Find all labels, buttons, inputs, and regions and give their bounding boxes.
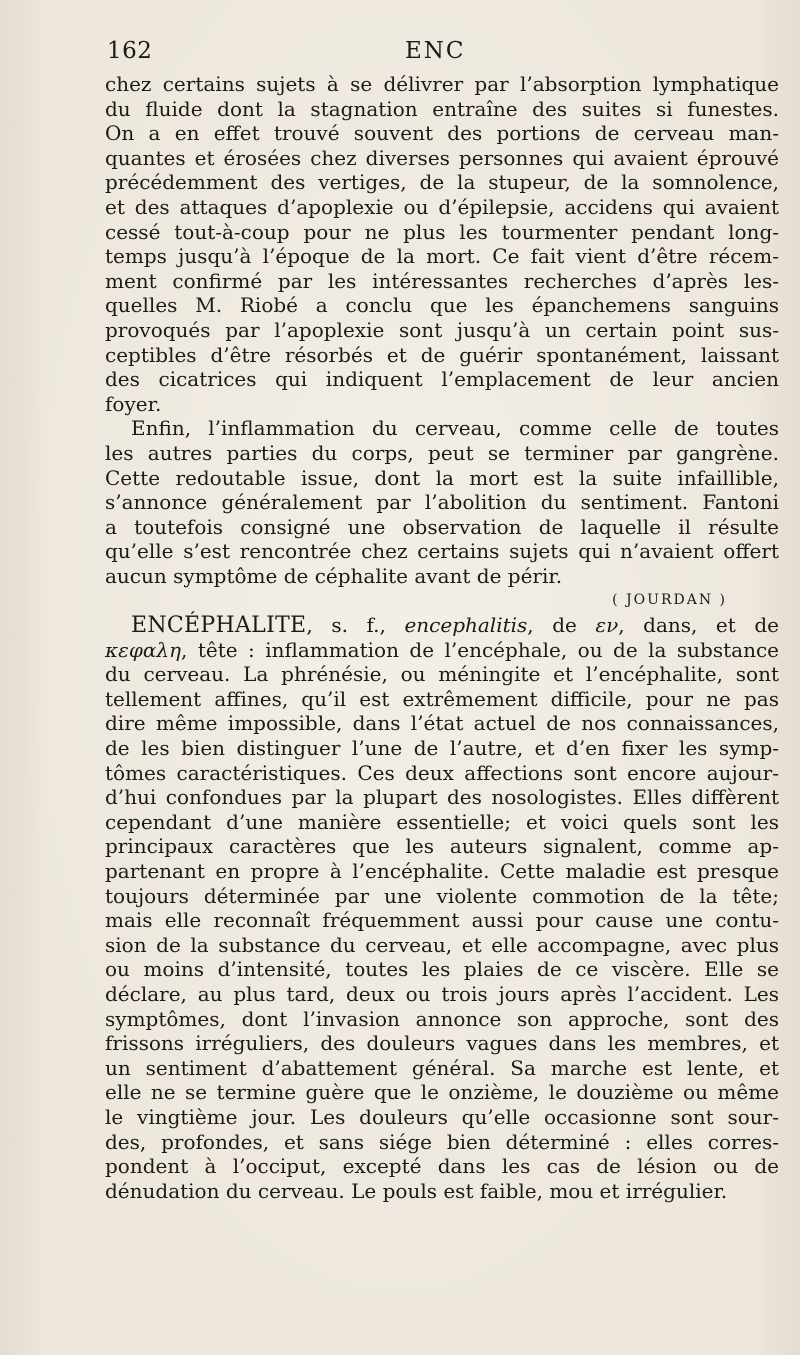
text-line: un sentiment d’abattement général. Sa marche est lente, et [105, 1055, 779, 1080]
entry-etym-text: , de [527, 613, 596, 638]
text-line: les autres parties du corps, peut se terminer par gangrène. [105, 440, 779, 465]
text-line: s’annonce généralement par l’abolition du sentiment. Fantoni [105, 490, 779, 515]
text-line: et des attaques d’apoplexie ou d’épilepsie, accidens qui avaient [105, 194, 779, 219]
entry-encephalite [105, 613, 779, 1203]
entry-grammar: , s. f., [306, 613, 405, 638]
text-line: qu’elle s’est rencontrée chez certains sujets qui n’avaient offert [105, 539, 779, 564]
text-line: principaux caractères que les auteurs signalent, comme ap- [105, 834, 779, 859]
text-line: foyer. [105, 391, 162, 416]
text-line: le vingtième jour. Les douleurs qu’elle occasionne sont sour- [105, 1104, 779, 1129]
text-line: quelles M. Riobé a conclu que les épanchemens sanguins [105, 293, 779, 318]
text-line: elle ne se termine guère que le onzième, le douzième ou même [105, 1080, 779, 1105]
text-line: du fluide dont la stagnation entraîne des suites si funestes. [105, 96, 779, 121]
text-line: tellement affines, qu’il est extrêmement difficile, pour ne pas [105, 686, 779, 711]
entry-headword: ENCÉPHALITE [131, 613, 307, 639]
text-line: Cette redoutable issue, dont la mort est la suite infaillible, [105, 465, 779, 490]
text-line: ment confirmé par les intéressantes recherches d’après les- [105, 268, 779, 293]
entry-latin-term: encephalitis [404, 613, 528, 638]
entry-second-line [105, 638, 779, 663]
text-line: temps jusqu’à l’époque de la mort. Ce fait vient d’être récem- [105, 244, 779, 269]
entry-first-line [105, 613, 779, 638]
text-line: frissons irréguliers, des douleurs vagues dans les membres, et [105, 1031, 779, 1056]
text-line: tômes caractéristiques. Ces deux affections sont encore aujour- [105, 760, 779, 785]
page-header [107, 38, 779, 68]
text-line: déclare, au plus tard, deux ou trois jours après l’accident. Les [105, 981, 779, 1006]
text-line: des cicatrices qui indiquent l’emplacement de leur ancien [105, 367, 779, 392]
text-line: dire même impossible, dans l’état actuel de nos connaissances, [105, 711, 779, 736]
text-line: provoqués par l’apoplexie sont jusqu’à un certain point sus- [105, 317, 779, 342]
text-line: des, profondes, et sans siége bien déterminé : elles corres- [105, 1129, 779, 1154]
text-line: pondent à l’occiput, excepté dans les cas de lésion ou de [105, 1154, 779, 1179]
text-line: mais elle reconnaît fréquemment aussi pour cause une contu- [105, 908, 779, 933]
paragraph-gangrene [105, 416, 779, 588]
text-line: chez certains sujets à se délivrer par l’absorption lymphatique [105, 72, 779, 96]
text-line: toujours déterminée par une violente commotion de la tête; [105, 883, 779, 908]
text-line: a toutefois consigné une observation de laquelle il résulte [105, 514, 779, 539]
text-line: cessé tout-à-coup pour ne plus les tourmenter pendant long- [105, 219, 779, 244]
text-body [105, 72, 779, 1203]
entry-definition: , tête : inflammation de l’encéphale, ou de la substance [181, 637, 779, 662]
text-line: ou moins d’intensité, toutes les plaies de ce viscère. Elle se [105, 957, 779, 982]
text-line: précédemment des vertiges, de la stupeur, de la somnolence, [105, 170, 779, 195]
entry-greek-prefix: εν [595, 613, 619, 638]
text-line: cependant d’une manière essentielle; et voici quels sont les [105, 809, 779, 834]
author-signature: ( JOURDAN ) [612, 592, 727, 609]
page-number: 162 [107, 38, 153, 64]
text-line: symptômes, dont l’invasion annonce son approche, sont des [105, 1006, 779, 1031]
running-head: ENC [405, 38, 466, 64]
text-line: sion de la substance du cerveau, et elle accompagne, avec plus [105, 932, 779, 957]
text-line: dénudation du cerveau. Le pouls est faible, mou et irrégulier. [105, 1178, 728, 1203]
text-line: ceptibles d’être résorbés et de guérir spontanément, laissant [105, 342, 779, 367]
text-line: Enfin, l’inflammation du cerveau, comme celle de toutes [131, 416, 779, 441]
text-line: du cerveau. La phrénésie, ou méningite et l’encéphalite, sont [105, 662, 779, 687]
text-line: d’hui confondues par la plupart des nosologistes. Elles diffèrent [105, 785, 779, 810]
entry-etym-text: , dans, et de [618, 613, 779, 638]
text-line: partenant en propre à l’encéphalite. Cette maladie est presque [105, 859, 779, 883]
text-line: de les bien distinguer l’une de l’autre, et d’en fixer les symp- [105, 736, 779, 761]
paragraph-continuation [105, 72, 779, 416]
text-line: On a en effet trouvé souvent des portions de cerveau man- [105, 121, 779, 146]
text-line: aucun symptôme de céphalite avant de périr. [105, 563, 563, 588]
text-line: quantes et érosées chez diverses personnes qui avaient éprouvé [105, 145, 779, 170]
entry-greek-root: κεφαλη [105, 637, 182, 662]
